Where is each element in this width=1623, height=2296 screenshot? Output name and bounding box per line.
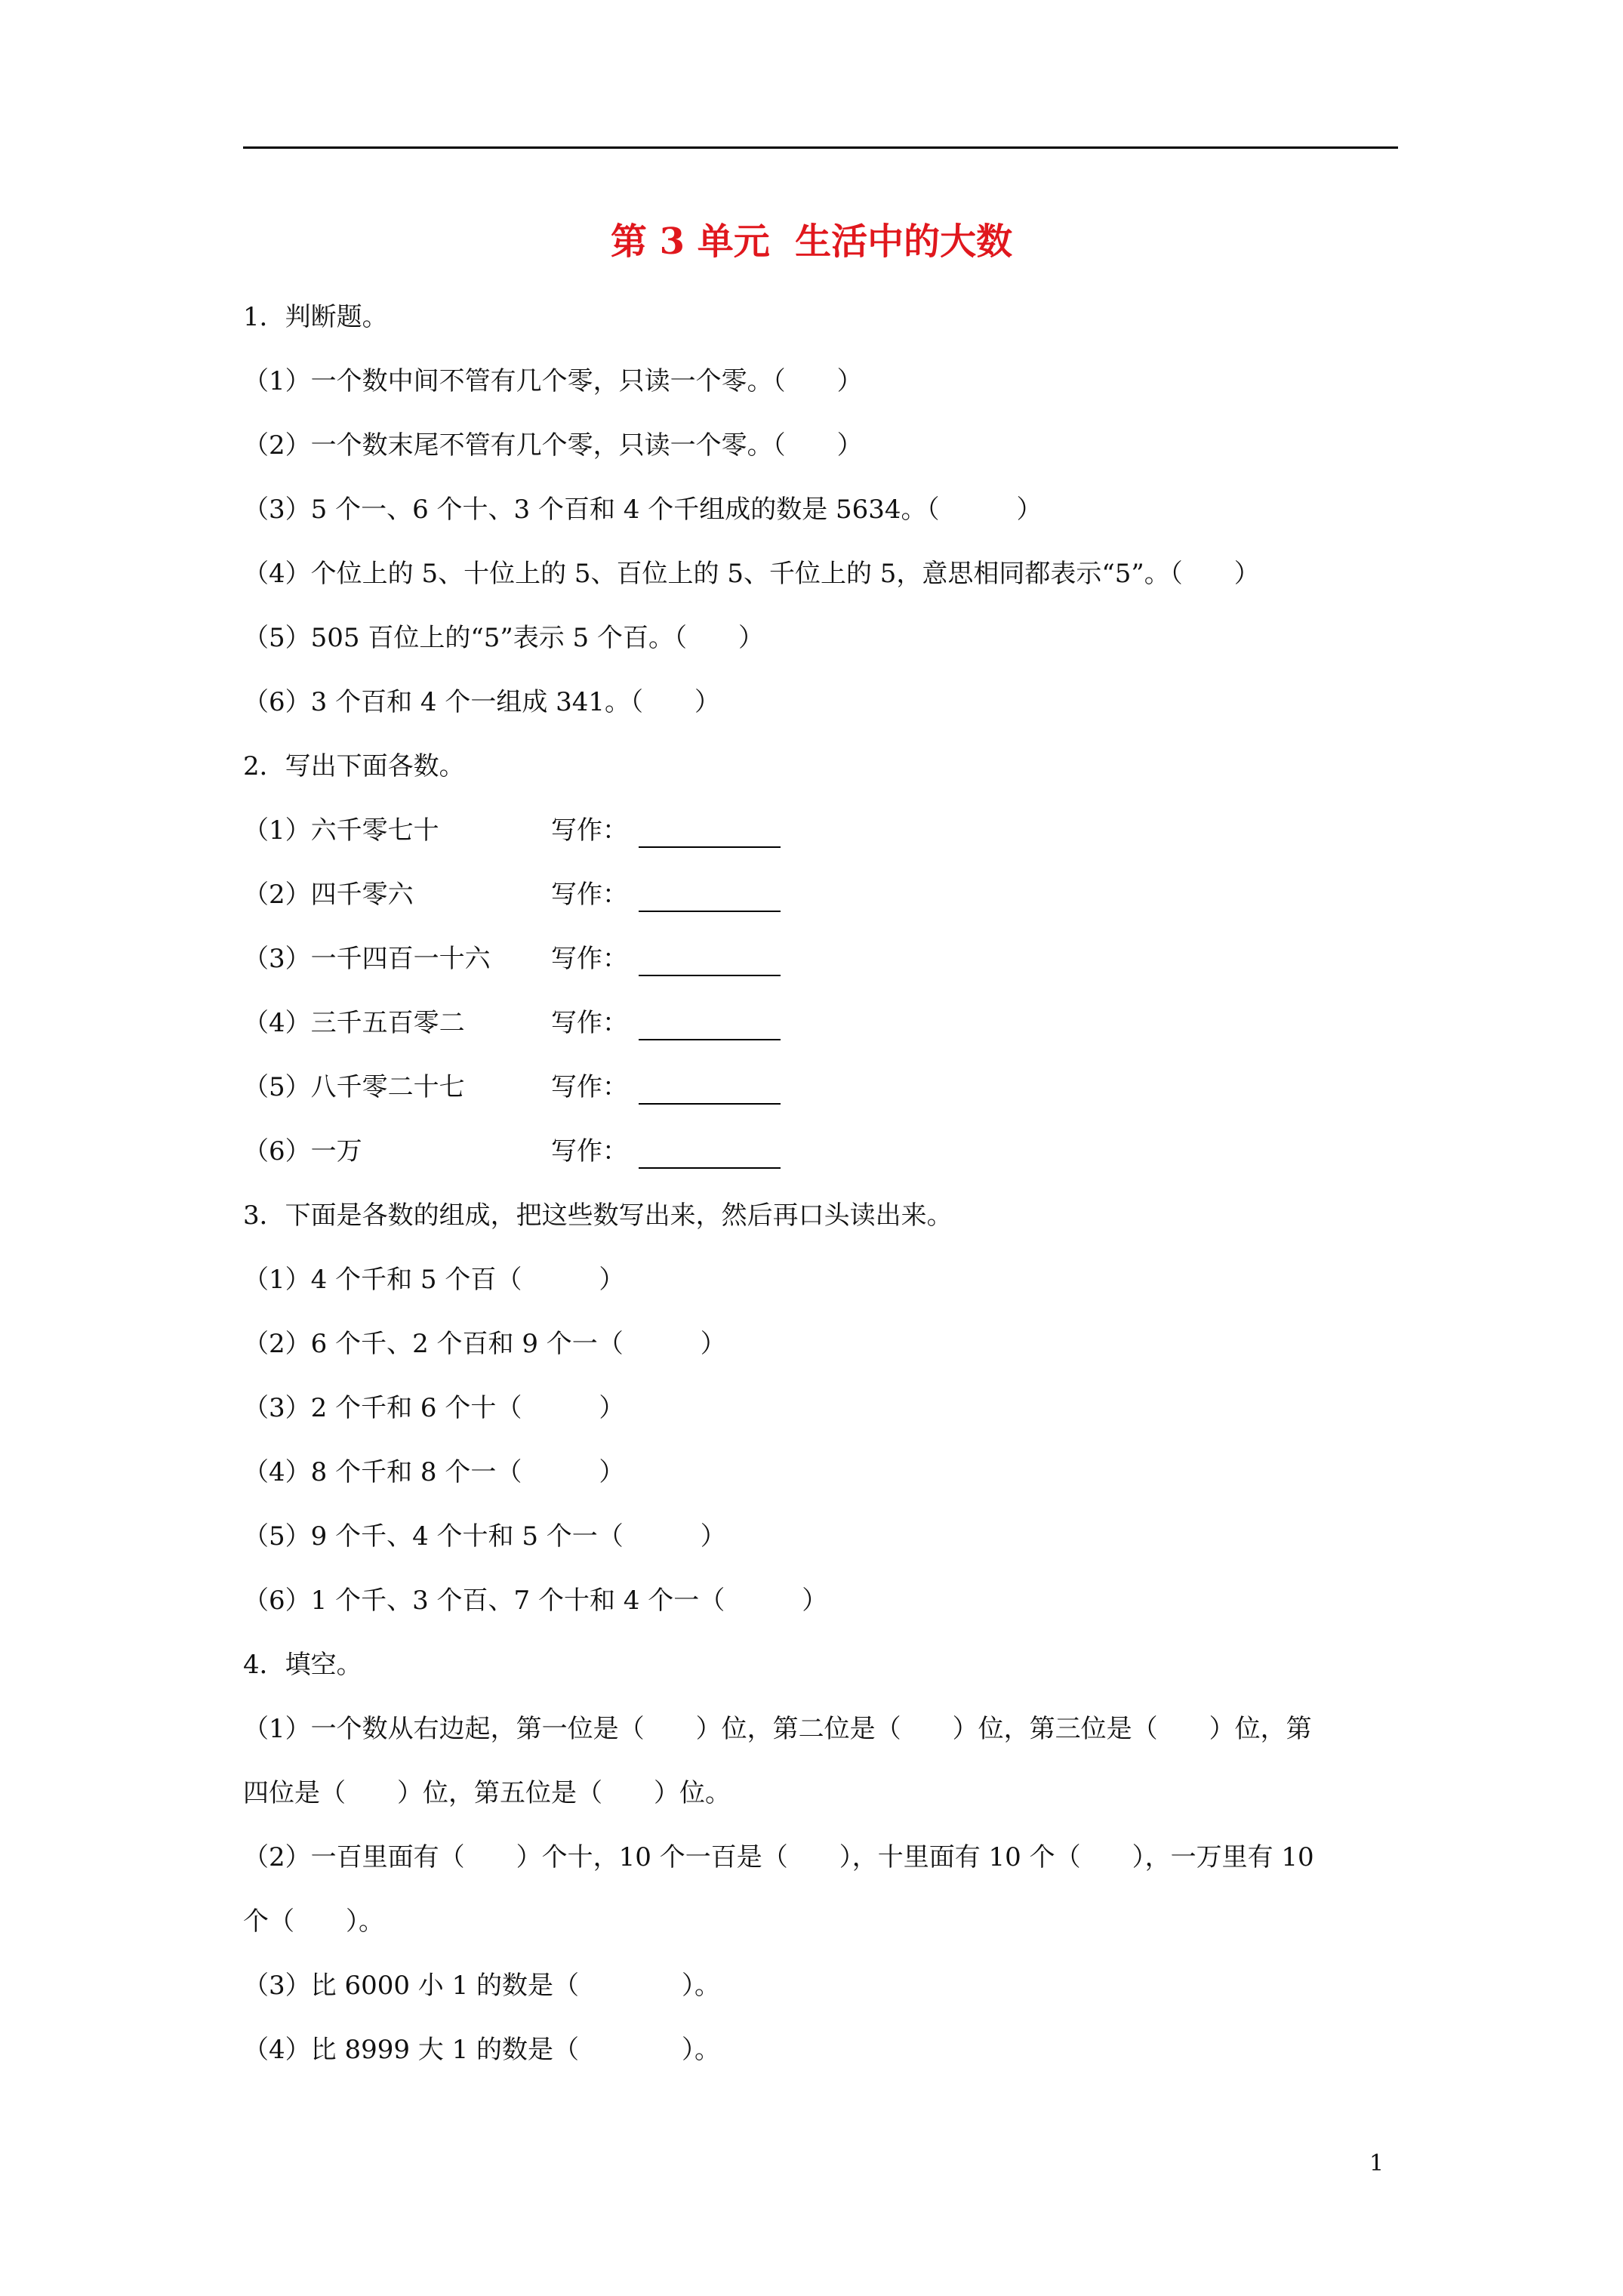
q3-item-5: （5）9 个千、4 个十和 5 个一（ ） [243, 1521, 726, 1552]
q2-item-2: （2）四千零六 [243, 880, 414, 910]
header-rule [243, 146, 1398, 149]
page-number: 1 [1369, 2150, 1384, 2177]
q4-item-1-line-2: 四位是（ ）位，第五位是（ ）位。 [243, 1778, 731, 1808]
q3-heading: 3．下面是各数的组成，把这些数写出来，然后再口头读出来。 [243, 1200, 953, 1231]
q4-item-1-line-1: （1）一个数从右边起，第一位是（ ）位，第二位是（ ）位，第三位是（ ）位，第 [243, 1714, 1312, 1744]
q1-item-4: （4）个位上的 5、十位上的 5、百位上的 5、千位上的 5，意思相同都表示“5”。（ ） [243, 559, 1260, 589]
q2-answer-blank-4[interactable] [639, 1039, 781, 1040]
page-title: 第 3 单元 生活中的大数 [610, 220, 1013, 263]
q3-item-4: （4）8 个千和 8 个一（ ） [243, 1457, 625, 1487]
q1-item-2: （2）一个数末尾不管有几个零，只读一个零。（ ） [243, 430, 863, 461]
q2-answer-blank-5[interactable] [639, 1103, 781, 1105]
q2-item-1: （1）六千零七十 [243, 815, 439, 846]
q2-heading: 2．写出下面各数。 [243, 751, 465, 781]
q1-item-1: （1）一个数中间不管有几个零，只读一个零。（ ） [243, 366, 863, 396]
q3-item-6: （6）1 个千、3 个百、7 个十和 4 个一（ ） [243, 1586, 828, 1616]
q2-answer-label-2: 写作： [551, 880, 628, 910]
q1-item-3: （3）5 个一、6 个十、3 个百和 4 个千组成的数是 5634。（ ） [243, 495, 1042, 525]
q3-item-1: （1）4 个千和 5 个百（ ） [243, 1265, 625, 1295]
q2-item-5: （5）八千零二十七 [243, 1072, 465, 1102]
q2-answer-blank-2[interactable] [639, 911, 781, 912]
q2-answer-blank-1[interactable] [639, 846, 781, 848]
q2-answer-blank-3[interactable] [639, 975, 781, 976]
q1-heading: 1．判断题。 [243, 302, 388, 332]
q4-item-2-line-1: （2）一百里面有（ ）个十，10 个一百是（ ），十里面有 10 个（ ），一万里有 10 [243, 1842, 1314, 1872]
q4-item-3: （3）比 6000 小 1 的数是（ ）。 [243, 1971, 721, 2001]
q2-item-6: （6）一万 [243, 1136, 362, 1166]
q2-item-3: （3）一千四百一十六 [243, 944, 491, 974]
q2-answer-label-6: 写作： [551, 1136, 628, 1166]
q2-answer-label-4: 写作： [551, 1008, 628, 1038]
q2-answer-label-1: 写作： [551, 815, 628, 846]
q1-item-6: （6）3 个百和 4 个一组成 341。（ ） [243, 687, 721, 717]
q4-item-4: （4）比 8999 大 1 的数是（ ）。 [243, 2035, 721, 2065]
q2-item-4: （4）三千五百零二 [243, 1008, 465, 1038]
q2-answer-label-5: 写作： [551, 1072, 628, 1102]
q2-answer-blank-6[interactable] [639, 1167, 781, 1169]
q3-item-3: （3）2 个千和 6 个十（ ） [243, 1393, 625, 1423]
q4-item-2-line-2: 个（ ）。 [243, 1906, 384, 1937]
q2-answer-label-3: 写作： [551, 944, 628, 974]
q4-heading: 4．填空。 [243, 1650, 362, 1680]
q3-item-2: （2）6 个千、2 个百和 9 个一（ ） [243, 1329, 726, 1359]
q1-item-5: （5）505 百位上的“5”表示 5 个百。（ ） [243, 623, 764, 653]
